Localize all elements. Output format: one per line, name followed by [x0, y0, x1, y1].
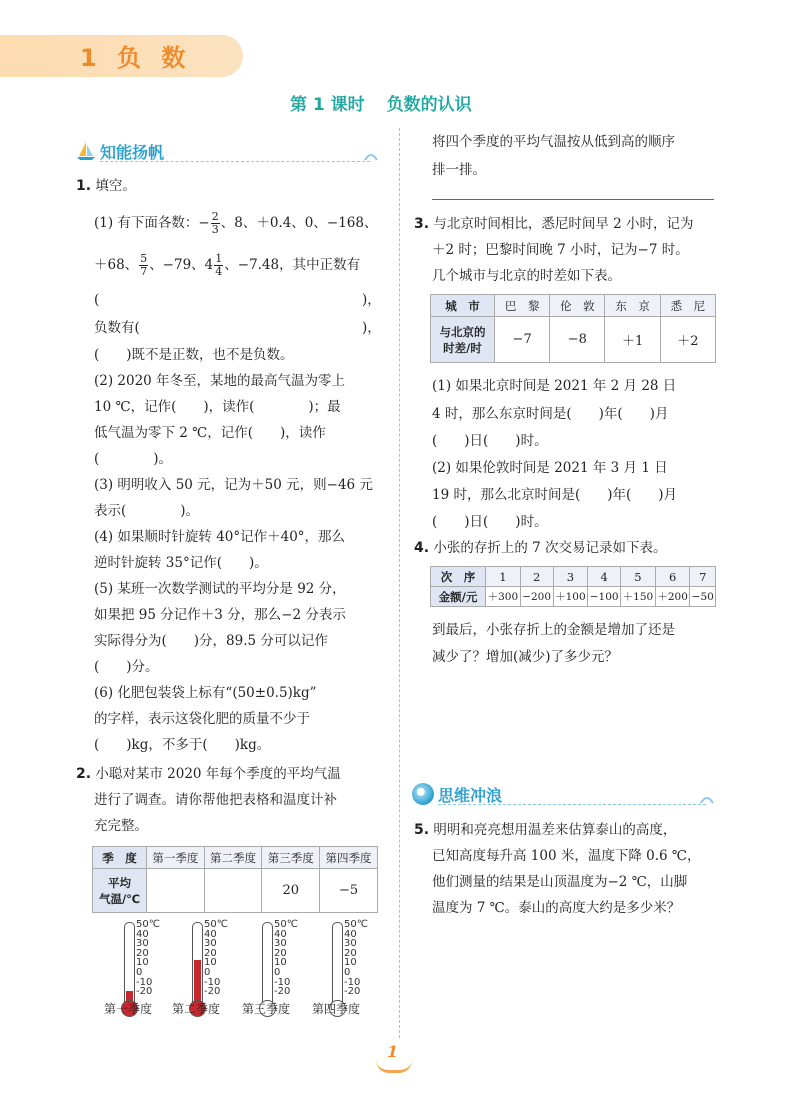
q2-line1: 2. 小聪对某市 2020 年每个季度的平均气温: [76, 766, 341, 782]
table-cell-input[interactable]: [147, 869, 205, 913]
q1-part5-line1: (5) 某班一次数学测试的平均分是 92 分，: [94, 581, 346, 597]
section-rule: [438, 804, 706, 805]
tick-label: 40: [274, 928, 287, 940]
q1-part4-line1: (4) 如果顺时针旋转 40°记作＋40°，那么: [94, 529, 346, 545]
table-cell: −5: [320, 869, 378, 913]
thermometer-scale: [204, 920, 228, 997]
thermometer-tube: [124, 922, 135, 1008]
table-header: 巴 黎: [495, 295, 550, 317]
thermometer-tube: [332, 922, 343, 1008]
swirl-icon: [412, 783, 434, 805]
table-header: 季 度: [93, 847, 147, 869]
tick-label: 40: [204, 928, 217, 940]
q5-line3: 他们测量的结果是山顶温度为−2 ℃，山脚: [432, 874, 688, 890]
q1-positive-blank-close: )，: [362, 292, 381, 308]
wave-icon: [364, 150, 378, 162]
lesson-number: 第 1 课时: [290, 95, 365, 115]
q3-sub2-line3[interactable]: ( )日( )时。: [432, 514, 548, 530]
q1-part1-line2: ＋68、 $\frac{5}{7}$ 、−79、4 $\frac{1}{4}$ 、−7.48，其中正数有: [94, 252, 361, 278]
q3-sub2-line1: (2) 如果伦敦时间是 2021 年 3 月 1 日: [432, 460, 668, 476]
sailboat-icon: [75, 140, 97, 162]
q1-part1-line1: (1) 有下面各数：− $\frac{2}{3}$ 、8、＋0.4、0、−168、: [94, 210, 378, 236]
table-cell: −50: [690, 587, 716, 607]
q5-line1: 5. 明明和亮亮想用温差来估算泰山的高度，: [414, 822, 677, 838]
fraction: $\frac{1}{4}$: [215, 252, 223, 278]
season-temperature-table: [92, 846, 378, 913]
q1-part2-line2[interactable]: 10 ℃，记作( )，读作( )；最: [94, 399, 341, 415]
section-rule: [100, 161, 370, 162]
fraction: $\frac{5}{7}$: [140, 252, 148, 278]
q2-line5: 排一排。: [432, 162, 486, 178]
tick-label: 50℃: [136, 919, 160, 930]
table-cell: ＋100: [553, 587, 588, 607]
tick-label: 30: [204, 938, 217, 950]
q3-sub2-line2[interactable]: 19 时，那么北京时间是( )年( )月: [432, 487, 678, 503]
lesson-title: [290, 90, 494, 115]
q1-positive-blank[interactable]: (: [94, 292, 100, 308]
q4-line2: 到最后，小张存折上的金额是增加了还是: [432, 622, 675, 638]
tick-label: 0: [344, 966, 351, 978]
fraction: $\frac{2}{3}$: [211, 210, 219, 236]
tick-label: 20: [204, 947, 217, 959]
q1-negative-blank-close: )，: [362, 320, 381, 336]
tick-label: 50℃: [344, 919, 368, 930]
tick-label: 50℃: [204, 919, 228, 930]
table-header: 第二季度: [204, 847, 262, 869]
q1-part3-line2[interactable]: 表示( )。: [94, 503, 200, 519]
table-cell: 20: [262, 869, 320, 913]
q3-sub1-line2[interactable]: 4 时，那么东京时间是( )年( )月: [432, 406, 669, 422]
table-header: 第三季度: [262, 847, 320, 869]
q1-part5-line4[interactable]: ( )分。: [94, 659, 159, 675]
tick-label: 10: [344, 957, 357, 969]
table-cell: −7: [495, 317, 550, 363]
table-cell: −100: [588, 587, 621, 607]
table-header: 6: [655, 567, 690, 587]
table-row-label: 平均 气温/℃: [93, 869, 147, 913]
q1-zero-blank[interactable]: ( )既不是正数，也不是负数。: [94, 347, 294, 363]
table-header: 7: [690, 567, 716, 587]
q1-negative-blank[interactable]: 负数有(: [94, 320, 140, 336]
tick-label: 20: [274, 947, 287, 959]
tick-label: -10: [136, 976, 153, 988]
thermometer-label: 第四季度: [312, 1002, 361, 1016]
thermometer-scale: [274, 920, 298, 997]
q1-part5-line2: 如果把 95 分记作＋3 分，那么−2 分表示: [94, 607, 346, 623]
table-cell: ＋200: [655, 587, 690, 607]
table-header: 次 序: [431, 567, 486, 587]
table-row-label: 金额/元: [431, 587, 486, 607]
thermometer-label: 第一季度: [104, 1002, 153, 1016]
q3-sub1-line3[interactable]: ( )日( )时。: [432, 433, 548, 449]
table-header: 城 市: [431, 295, 495, 317]
section-title-thinking: 思维冲浪: [438, 786, 503, 805]
q1-part2-line1: (2) 2020 年冬至，某地的最高气温为零上: [94, 373, 346, 389]
table-cell: ＋150: [621, 587, 656, 607]
thermometer-label: 第二季度: [172, 1002, 221, 1016]
tick-label: -10: [204, 976, 221, 988]
table-header: 第四季度: [320, 847, 378, 869]
column-divider: [399, 128, 400, 1038]
answer-line[interactable]: [432, 199, 714, 200]
table-row-label: 与北京的 时差/时: [431, 317, 495, 363]
tick-label: 20: [136, 947, 149, 959]
tick-label: -20: [274, 986, 291, 998]
wave-icon: [700, 793, 714, 805]
q3-sub1-line1: (1) 如果北京时间是 2021 年 2 月 28 日: [432, 378, 677, 394]
tick-label: -20: [344, 986, 361, 998]
q1-stem: 1. 填空。: [76, 178, 136, 194]
q1-part2-line4[interactable]: ( )。: [94, 451, 173, 467]
table-header: 伦 敦: [550, 295, 605, 317]
tick-label: 0: [274, 966, 281, 978]
tick-label: 20: [344, 947, 357, 959]
table-header: 3: [553, 567, 588, 587]
table-header: 5: [621, 567, 656, 587]
chapter-title: 1 负 数: [80, 44, 192, 72]
q3-line1: 3. 与北京时间相比，悉尼时间早 2 小时，记为: [414, 216, 694, 232]
thermometer-tube: [262, 922, 273, 1008]
section-title-basics: 知能扬帆: [100, 143, 165, 162]
table-header: 悉 尼: [660, 295, 715, 317]
tick-label: -10: [344, 976, 361, 988]
tick-label: 40: [136, 928, 149, 940]
transaction-table: [430, 566, 716, 607]
tick-label: 0: [204, 966, 211, 978]
q1-part4-line2[interactable]: 逆时针旋转 35°记作( )。: [94, 555, 268, 571]
lesson-name: 负数的认识: [386, 95, 472, 115]
table-header: 4: [588, 567, 621, 587]
q3-line3: 几个城市与北京的时差如下表。: [432, 268, 621, 284]
thermometer-label: 第三季度: [242, 1002, 291, 1016]
q1-part2-line3[interactable]: 低气温为零下 2 ℃，记作( )，读作: [94, 425, 326, 441]
q1-part3-line1: (3) 明明收入 50 元，记为＋50 元，则−46 元: [94, 477, 373, 493]
page-number: 1: [387, 1042, 399, 1061]
table-cell: −200: [520, 587, 553, 607]
table-header: 东 京: [605, 295, 660, 317]
tick-label: 0: [136, 966, 143, 978]
tick-label: 10: [274, 957, 287, 969]
tick-label: -20: [136, 986, 153, 998]
thermometer-tube: [192, 922, 203, 1008]
q1-part6-line2: 的字样，表示这袋化肥的质量不少于: [94, 711, 310, 727]
tick-label: 30: [274, 938, 287, 950]
q1-part5-line3[interactable]: 实际得分为( )分，89.5 分可以记作: [94, 633, 328, 649]
table-header: 2: [520, 567, 553, 587]
q5-line4: 温度为 7 ℃。泰山的高度大约是多少米？: [432, 900, 681, 916]
table-cell: ＋300: [486, 587, 521, 607]
q4-line3: 减少了？增加(减少)了多少元？: [432, 649, 619, 665]
table-cell: −8: [550, 317, 605, 363]
q1-part6-line1: (6) 化肥包装袋上标有“(50±0.5)kg”: [94, 685, 317, 701]
thermometer-scale: [136, 920, 160, 997]
q2-line4: 将四个季度的平均气温按从低到高的顺序: [432, 134, 675, 150]
book-icon: [376, 1060, 412, 1073]
table-cell-input[interactable]: [204, 869, 262, 913]
q1-part6-line3[interactable]: ( )kg，不多于( )kg。: [94, 737, 271, 753]
thermometer-scale: [344, 920, 368, 997]
tick-label: -10: [274, 976, 291, 988]
table-header: 第一季度: [147, 847, 205, 869]
tick-label: 50℃: [274, 919, 298, 930]
table-header: 1: [486, 567, 521, 587]
q4-line1: 4. 小张的存折上的 7 次交易记录如下表。: [414, 540, 667, 556]
tick-label: 30: [344, 938, 357, 950]
q2-line3: 充完整。: [94, 818, 148, 834]
tick-label: 10: [204, 957, 217, 969]
q3-line2: ＋2 时；巴黎时间晚 7 小时，记为−7 时。: [432, 242, 689, 258]
table-cell: ＋2: [660, 317, 715, 363]
q2-line2: 进行了调查。请你帮他把表格和温度计补: [94, 792, 337, 808]
table-cell: ＋1: [605, 317, 660, 363]
tick-label: 30: [136, 938, 149, 950]
q5-line2: 已知高度每升高 100 米，温度下降 0.6 ℃，: [432, 848, 701, 864]
time-difference-table: [430, 294, 716, 363]
tick-label: 10: [136, 957, 149, 969]
tick-label: 40: [344, 928, 357, 940]
tick-label: -20: [204, 986, 221, 998]
